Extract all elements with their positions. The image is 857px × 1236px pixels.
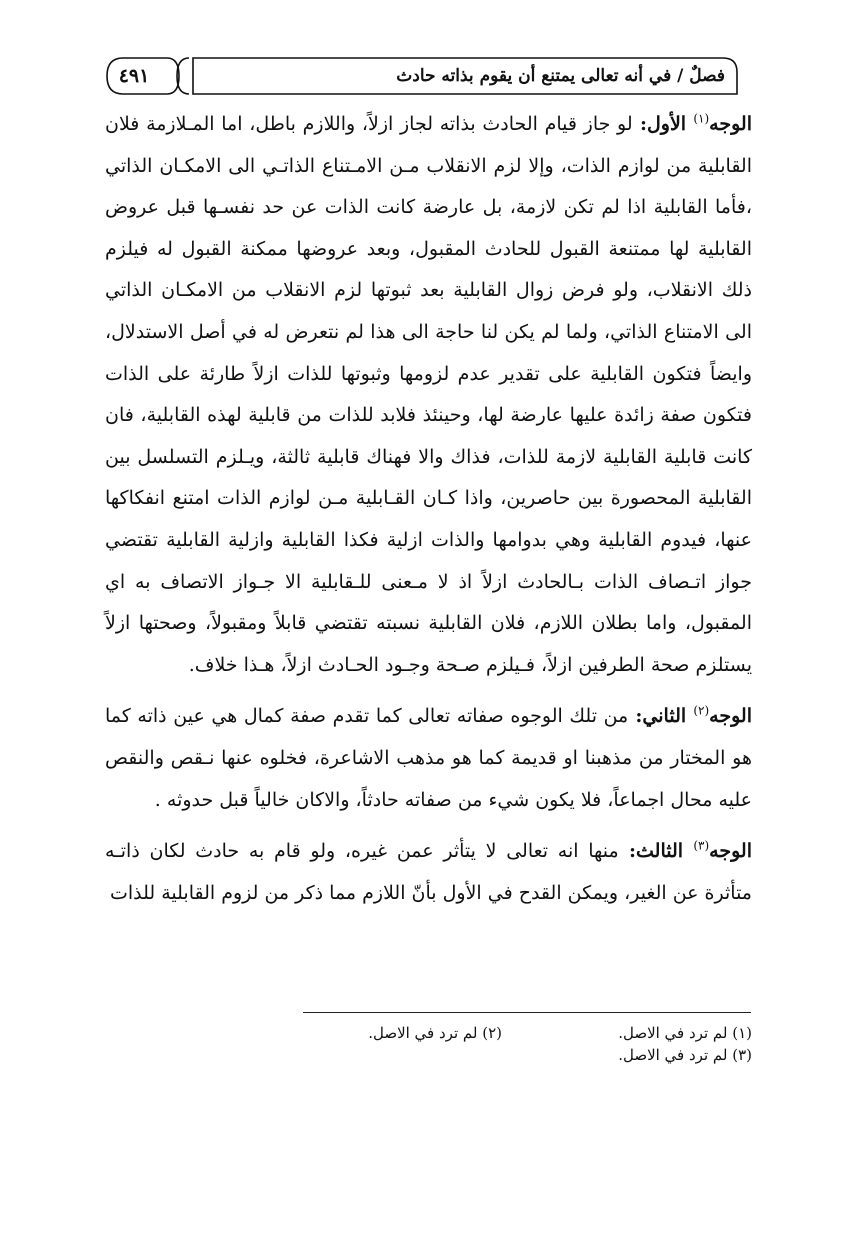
footnote-ref: (٢) <box>693 703 710 718</box>
footnotes <box>300 1022 752 1066</box>
aspect-ordinal: الثاني: <box>628 705 694 728</box>
footnote-2: (٢) لم ترد في الاصل. <box>368 1024 502 1042</box>
footnote-divider <box>303 1012 751 1013</box>
aspect-ordinal: الثالث: <box>618 840 694 863</box>
footnote-ref: (١) <box>693 111 710 126</box>
aspect-label: الوجه <box>709 113 752 135</box>
paragraph-first-aspect <box>105 104 752 686</box>
paragraph-text: لو جاز قيام الحادث بذاته لجاز ازلاً، واللازم باطل، اما المـلازمة فلان القابلية من لوازم الذات، وإلا لزم الانقلاب مـن الامـتناع الذاتـي الى الامكـان الذاتي ،فأما القابلية اذا لم تكن لازمة، بل عارضة كانت الذات عن حد نفسـها قبل عروض القابلية لها ممتنعة القبول للحادث المقبول، وبعد عروضها ممكنة القبول له فيلزم ذلك الانقلاب، ولو فرض زوال القابلية بعد ثبوتها لزم الانقلاب من الامكـان الذاتي الى الامتناع الذاتي، ولما لم يكن لنا حاجة الى هذا لم نتعرض له في أصل الاستدلال، وايضاً فتكون القابلية على تقدير عدم لزومها وثبوتها للذات ازلاً طارئة على الذات فتكون صفة زائدة عليها عارضة لها، وحينئذ فلابد للذات من قابلية لهذه القابلية، فان كانت قابلية القابلية لازمة للذات، فذاك والا فهناك قابلية ثالثة، ويـلزم التسلسل بين القابلية المحصورة بين حاصرين، واذا كـان القـابلية مـن لوازم الذات امتنع انفكاكها عنها، فيدوم القابلية وهي بدوامها والذات ازلية فكذا القابلية وازلية القابلية تقتضي جواز اتـصاف الذات بـالحادث ازلاً اذ لا مـعنى للـقابلية الا جـواز الاتصاف به اي المقبول، واما بطلان اللازم، فلان القابلية نسبته تقتضي قابلاً ومقبولاً، وصحتها ازلاً يستلزم صحة الطرفين ازلاً، فـيلزم صـحة وجـود الحـادث ازلاً، هـذا خلاف. <box>105 113 752 676</box>
chapter-title: فصلٌ / في أنه تعالى يمتنع أن يقوم بذاته حادث <box>396 66 725 86</box>
body-text <box>105 104 752 914</box>
aspect-ordinal: الأول: <box>632 113 694 135</box>
paragraph-second-aspect <box>105 696 752 821</box>
footnote-3: (٣) لم ترد في الاصل. <box>618 1046 752 1064</box>
footnote-1: (١) لم ترد في الاصل. <box>618 1024 752 1042</box>
aspect-label: الوجه <box>709 840 752 863</box>
page-number: ٤٩١ <box>118 65 150 87</box>
paragraph-text: من تلك الوجوه صفاته تعالى كما تقدم صفة كمال هي عين ذاته كما هو المختار من مذهبنا او قديمة كما هو مذهب الاشاعرة، فخلوه عنها نـقص والنقص عليه محال اجماعاً، فلا يكون شيء من صفاته حادثاً، والاكان خالياً قبل حدوثه . <box>105 705 752 811</box>
aspect-label: الوجه <box>709 705 752 728</box>
running-header <box>103 56 739 96</box>
paragraph-third-aspect <box>105 831 752 914</box>
footnote-ref: (٣) <box>693 838 710 853</box>
paragraph-text: منها انه تعالى لا يتأثر عمن غيره، ولو قام به حادث لكان ذاتـه متأثرة عن الغير، ويمكن القدح في الأول بأنّ اللازم مما ذكر من لزوم القابلية للذات <box>105 840 752 904</box>
